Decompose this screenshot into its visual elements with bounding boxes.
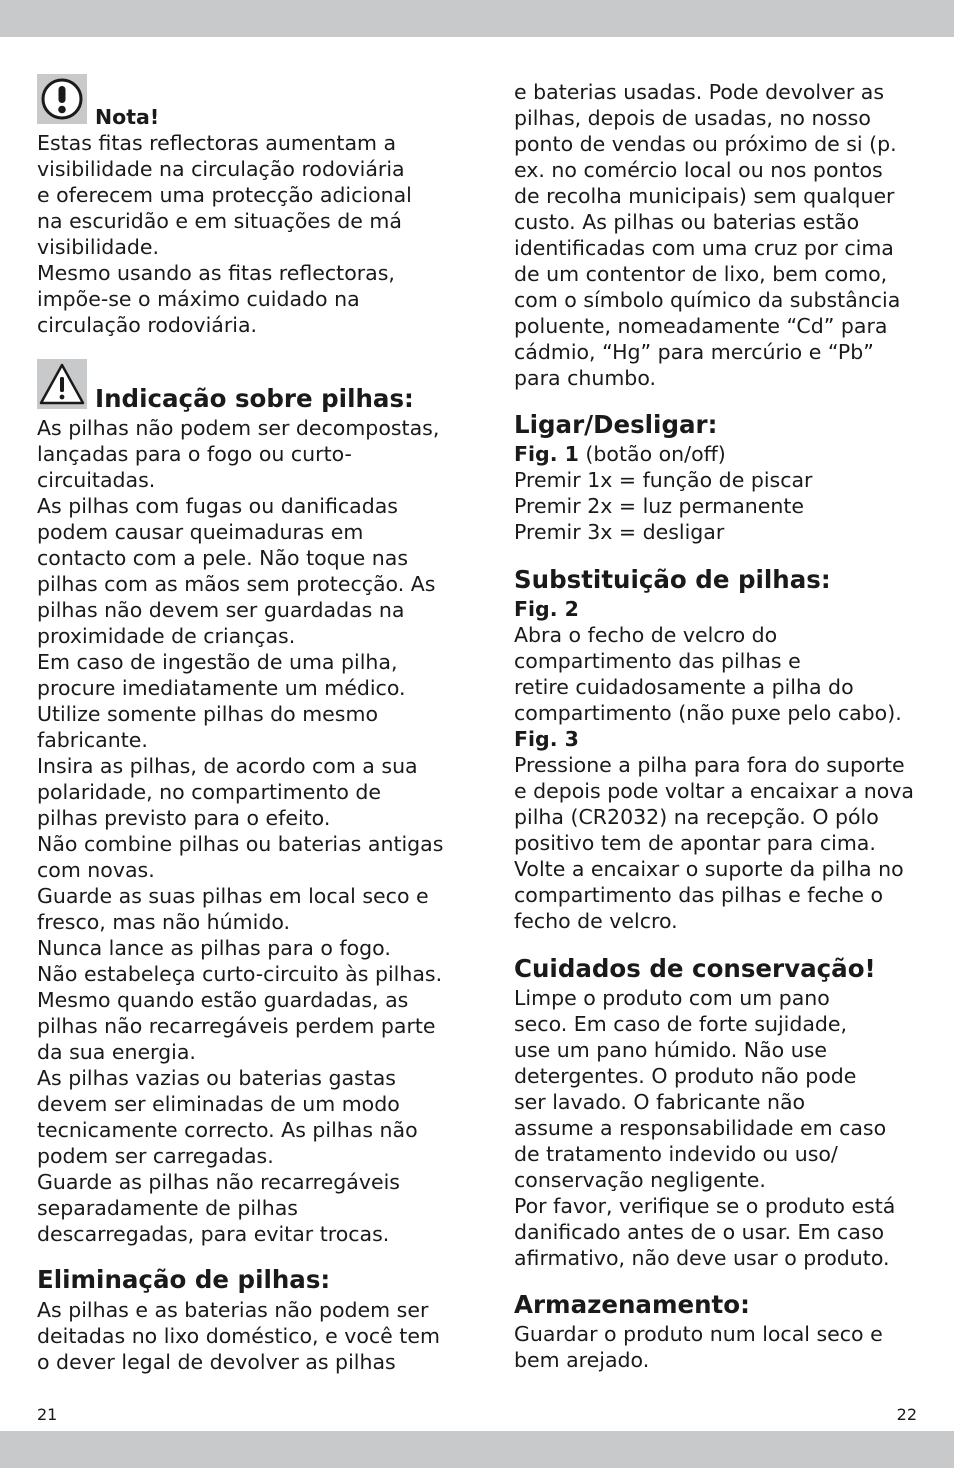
- top-gray-band: [0, 0, 954, 37]
- eliminacao-line: com o símbolo químico da substância: [514, 288, 901, 312]
- pilhas-line: lançadas para o fogo ou curto-: [37, 442, 352, 466]
- pilhas-line: Guarde as pilhas não recarregáveis: [37, 1170, 400, 1194]
- pilhas-line: Em caso de ingestão de uma pilha,: [37, 650, 398, 674]
- cuidados-line: de tratamento indevido ou uso/: [514, 1142, 838, 1166]
- pilhas-line: pilhas não recarregáveis perdem parte: [37, 1014, 436, 1038]
- eliminacao-line: pilhas, depois de usadas, no nosso: [514, 106, 871, 130]
- pilhas-line: pilhas previsto para o efeito.: [37, 806, 331, 830]
- nota-line: Estas fitas reflectoras aumentam a: [37, 131, 397, 155]
- pilhas-line: podem causar queimaduras em: [37, 520, 364, 544]
- fig1-description: (botão on/off): [578, 442, 726, 466]
- cuidados-title: Cuidados de conservação!: [514, 954, 876, 983]
- nota-title: Nota!: [95, 105, 160, 129]
- eliminacao-line: cádmio, “Hg” para mercúrio e “Pb”: [514, 340, 874, 364]
- eliminacao-line: ponto de vendas ou próximo de si (p.: [514, 132, 897, 156]
- substituicao-line: retire cuidadosamente a pilha do: [514, 675, 854, 699]
- fig1-label: Fig. 1: [514, 442, 579, 466]
- cuidados-line: afirmativo, não deve usar o produto.: [514, 1246, 890, 1270]
- substituicao-line: compartimento das pilhas e: [514, 649, 801, 673]
- eliminacao-line: poluente, nomeadamente “Cd” para: [514, 314, 888, 338]
- eliminacao-line: o dever legal de devolver as pilhas: [37, 1350, 396, 1374]
- pilhas-line: As pilhas vazias ou baterias gastas: [37, 1066, 396, 1090]
- substituicao-line: Abra o fecho de velcro do: [514, 623, 778, 647]
- ligar-line: Premir 2x = luz permanente: [514, 494, 805, 518]
- cuidados-line: Por favor, verifique se o produto está: [514, 1194, 896, 1218]
- pilhas-line: fresco, mas não húmido.: [37, 910, 291, 934]
- pilhas-title: Indicação sobre pilhas:: [95, 384, 414, 413]
- eliminacao-line: de um contentor de lixo, bem como,: [514, 262, 888, 286]
- eliminacao-title: Eliminação de pilhas:: [37, 1265, 331, 1294]
- pilhas-line: com novas.: [37, 858, 155, 882]
- nota-line: e oferecem uma protecção adicional: [37, 183, 412, 207]
- eliminacao-line: para chumbo.: [514, 366, 657, 390]
- pilhas-line: pilhas não devem ser guardadas na: [37, 598, 405, 622]
- pilhas-line: polaridade, no compartimento de: [37, 780, 382, 804]
- fig3-label: Fig. 3: [514, 727, 579, 751]
- pilhas-line: descarregadas, para evitar trocas.: [37, 1222, 390, 1246]
- exclamation-circle-icon: [37, 74, 87, 124]
- pilhas-line: Não combine pilhas ou baterias antigas: [37, 832, 444, 856]
- nota-line: visibilidade na circulação rodoviária: [37, 157, 405, 181]
- cuidados-line: danificado antes de o usar. Em caso: [514, 1220, 884, 1244]
- pilhas-line: Nunca lance as pilhas para o fogo.: [37, 936, 391, 960]
- nota-line: Mesmo usando as fitas reflectoras,: [37, 261, 395, 285]
- substituicao-line: fecho de velcro.: [514, 909, 678, 933]
- page-number-left: 21: [37, 1405, 58, 1424]
- substituicao-line: positivo tem de apontar para cima.: [514, 831, 876, 855]
- cuidados-line: conservação negligente.: [514, 1168, 766, 1192]
- cuidados-line: seco. Em caso de forte sujidade,: [514, 1012, 848, 1036]
- pilhas-line: devem ser eliminadas de um modo: [37, 1092, 400, 1116]
- bottom-gray-band: [0, 1431, 954, 1468]
- ligar-line: Premir 3x = desligar: [514, 520, 725, 544]
- substituicao-line: compartimento das pilhas e feche o: [514, 883, 884, 907]
- pilhas-line: tecnicamente correcto. As pilhas não: [37, 1118, 418, 1142]
- substituicao-line: Volte a encaixar o suporte da pilha no: [514, 857, 904, 881]
- pilhas-line: pilhas com as mãos sem protecção. As: [37, 572, 436, 596]
- cuidados-line: Limpe o produto com um pano: [514, 986, 830, 1010]
- nota-line: na escuridão e em situações de má: [37, 209, 402, 233]
- pilhas-line: Guarde as suas pilhas em local seco e: [37, 884, 429, 908]
- armazenamento-line: Guardar o produto num local seco e: [514, 1322, 883, 1346]
- eliminacao-line: deitadas no lixo doméstico, e você tem: [37, 1324, 440, 1348]
- nota-line: circulação rodoviária.: [37, 313, 258, 337]
- pilhas-line: Não estabeleça curto-circuito às pilhas.: [37, 962, 443, 986]
- pilhas-line: circuitadas.: [37, 468, 156, 492]
- pilhas-line: contacto com a pele. Não toque nas: [37, 546, 409, 570]
- eliminacao-line: e baterias usadas. Pode devolver as: [514, 80, 885, 104]
- substituicao-line: pilha (CR2032) na recepção. O pólo: [514, 805, 879, 829]
- eliminacao-line: de recolha municipais) sem qualquer: [514, 184, 895, 208]
- cuidados-line: use um pano húmido. Não use: [514, 1038, 828, 1062]
- armazenamento-line: bem arejado.: [514, 1348, 650, 1372]
- pilhas-line: fabricante.: [37, 728, 148, 752]
- substituicao-line: compartimento (não puxe pelo cabo).: [514, 701, 902, 725]
- pilhas-line: Insira as pilhas, de acordo com a sua: [37, 754, 418, 778]
- pilhas-line: da sua energia.: [37, 1040, 196, 1064]
- page-number-right: 22: [896, 1405, 917, 1424]
- substituicao-title: Substituição de pilhas:: [514, 565, 831, 594]
- pilhas-line: Utilize somente pilhas do mesmo: [37, 702, 378, 726]
- armazenamento-title: Armazenamento:: [514, 1290, 750, 1319]
- pilhas-line: separadamente de pilhas: [37, 1196, 298, 1220]
- pilhas-line: procure imediatamente um médico.: [37, 676, 406, 700]
- pilhas-line: proximidade de crianças.: [37, 624, 296, 648]
- ligar-line: Premir 1x = função de piscar: [514, 468, 813, 492]
- nota-line: visibilidade.: [37, 235, 160, 259]
- ligar-title: Ligar/Desligar:: [514, 410, 718, 439]
- pilhas-line: As pilhas com fugas ou danificadas: [37, 494, 398, 518]
- fig2-label: Fig. 2: [514, 597, 579, 621]
- nota-line: impõe-se o máximo cuidado na: [37, 287, 360, 311]
- cuidados-line: assume a responsabilidade em caso: [514, 1116, 887, 1140]
- pilhas-line: Mesmo quando estão guardadas, as: [37, 988, 409, 1012]
- pilhas-line: podem ser carregadas.: [37, 1144, 274, 1168]
- warning-triangle-icon: [37, 359, 87, 409]
- eliminacao-line: custo. As pilhas ou baterias estão: [514, 210, 860, 234]
- eliminacao-line: identificadas com uma cruz por cima: [514, 236, 894, 260]
- cuidados-line: detergentes. O produto não pode: [514, 1064, 857, 1088]
- fig1-caption: [514, 441, 726, 467]
- substituicao-line: e depois pode voltar a encaixar a nova: [514, 779, 914, 803]
- cuidados-line: ser lavado. O fabricante não: [514, 1090, 806, 1114]
- eliminacao-line: As pilhas e as baterias não podem ser: [37, 1298, 429, 1322]
- eliminacao-line: ex. no comércio local ou nos pontos: [514, 158, 883, 182]
- substituicao-line: Pressione a pilha para fora do suporte: [514, 753, 905, 777]
- pilhas-line: As pilhas não podem ser decompostas,: [37, 416, 440, 440]
